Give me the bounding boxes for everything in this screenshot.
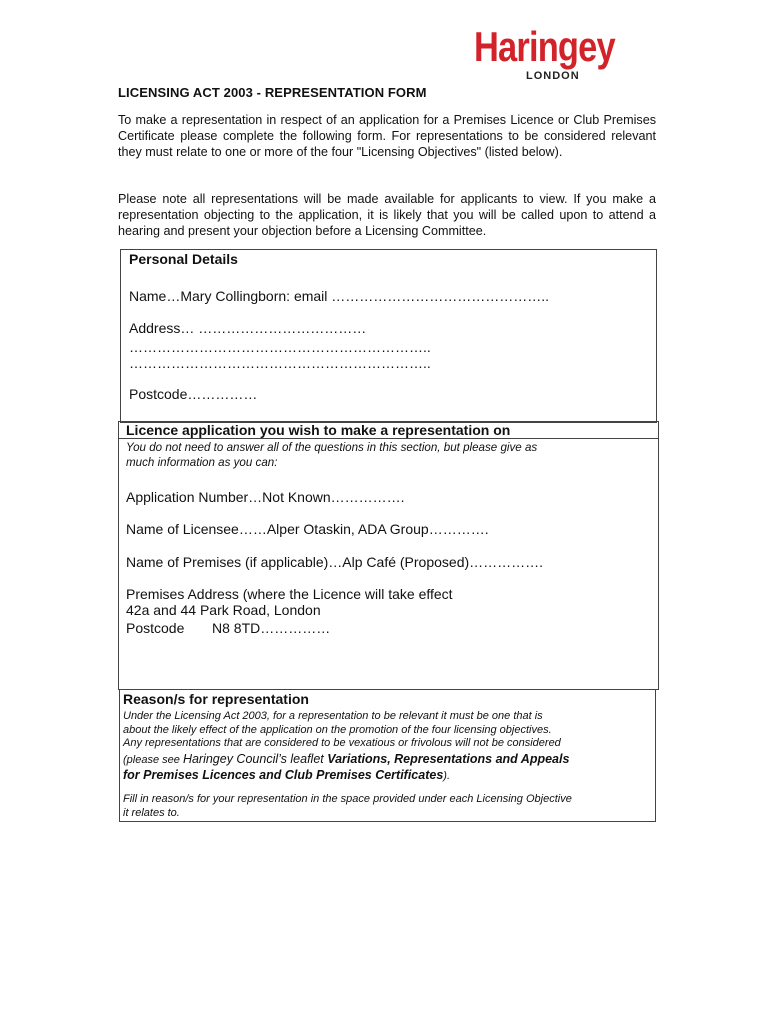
- fill-instruction-line-1: Fill in reason/s for your representation in the space provided under each Licensing Objective: [123, 793, 572, 805]
- name-email-field[interactable]: Name…Mary Collingborn: email ………………………………………..: [129, 288, 550, 304]
- address-line-3[interactable]: ………………………………………………………..: [129, 355, 431, 371]
- haringey-logo: [474, 23, 634, 92]
- licence-note-line-1: You do not need to answer all of the questions in this section, but please give as: [126, 441, 538, 454]
- personal-details-section: [120, 249, 657, 423]
- form-title: LICENSING ACT 2003 - REPRESENTATION FORM: [118, 85, 427, 100]
- premises-address-field[interactable]: 42a and 44 Park Road, London: [126, 602, 321, 618]
- address-field[interactable]: Address… ………………………………: [129, 320, 367, 336]
- premises-name-field[interactable]: Name of Premises (if applicable)…Alp Café (Proposed)…………….: [126, 554, 544, 570]
- logo-subtitle: LONDON: [526, 70, 580, 82]
- premises-postcode-field[interactable]: N8 8TD……………: [212, 620, 331, 636]
- intro-paragraph-2: Please note all representations will be made available for applicants to view. If you make a representation objecting to the application, it is likely that you will be called upon to attend a hearing and present your objection before a Licensing Committee.: [118, 192, 656, 238]
- reasons-section: [119, 689, 656, 822]
- personal-details-header: Personal Details: [129, 251, 238, 267]
- premises-postcode-label: Postcode: [126, 620, 185, 636]
- intro-paragraph-1: To make a representation in respect of an application for a Premises Licence or Club Premises Certificate please complete the following form. For representations to be considered relevant they must relate to one or more of the four "Licensing Objectives" (listed below).: [118, 113, 656, 159]
- leaflet-ref-prefix: (please see: [123, 754, 183, 766]
- leaflet-ref-council: Haringey Council’s leaflet: [182, 752, 328, 766]
- licence-application-section: [118, 421, 659, 690]
- header-divider: [119, 438, 658, 439]
- leaflet-title-part-2: for Premises Licences and Club Premises Certificates: [123, 768, 444, 782]
- application-number-field[interactable]: Application Number…Not Known…………….: [126, 489, 405, 505]
- reasons-text-line-5: [123, 766, 450, 784]
- licence-note-line-2: much information as you can:: [126, 456, 278, 469]
- leaflet-title-part-1: Variations, Representations and Appeals: [327, 752, 570, 766]
- licensee-name-field[interactable]: Name of Licensee……Alper Otaskin, ADA Group………….: [126, 521, 489, 537]
- reasons-text-line-1: Under the Licensing Act 2003, for a representation to be relevant it must be one that is: [123, 710, 543, 722]
- reasons-text-line-2: about the likely effect of the application on the promotion of the four licensing objectives.: [123, 723, 552, 736]
- postcode-field[interactable]: Postcode……………: [129, 386, 258, 402]
- address-line-2[interactable]: ………………………………………………………..: [129, 339, 431, 355]
- reasons-header: Reason/s for representation: [123, 691, 309, 707]
- reasons-text-line-3: Any representations that are considered to be vexatious or frivolous will not be considered: [123, 737, 561, 749]
- licence-application-header: Licence application you wish to make a representation on: [126, 422, 511, 438]
- premises-address-label: Premises Address (where the Licence will take effect: [126, 586, 453, 602]
- fill-instruction-line-2: it relates to.: [123, 807, 180, 819]
- logo-wordmark: Haringey: [474, 23, 615, 70]
- leaflet-ref-close: ).: [443, 770, 451, 782]
